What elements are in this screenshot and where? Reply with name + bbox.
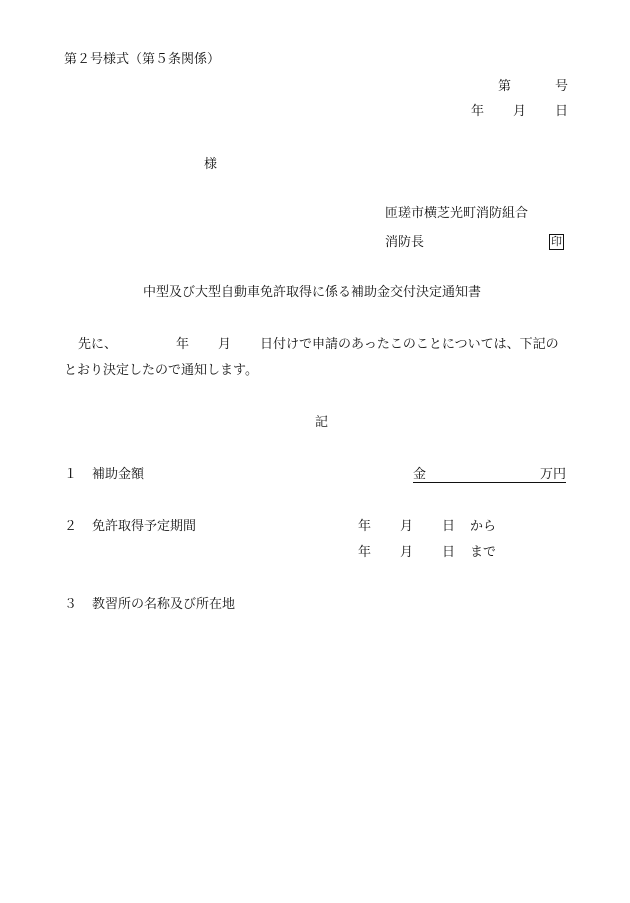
item-1-label: 補助金額 (92, 467, 145, 482)
date-year: 年 (471, 104, 485, 119)
date-month: 月 (513, 104, 527, 119)
item-1-number: １ (64, 467, 78, 482)
amount-prefix: 金 (413, 467, 427, 482)
to-year: 年 (358, 545, 372, 560)
issuer-org: 匝瑳市横芝光町消防組合 (385, 206, 529, 221)
item-3-label: 教習所の名称及び所在地 (92, 597, 236, 612)
body-rest: 日付けで申請のあったこのことについては、下記の (260, 337, 559, 352)
number-suffix: 号 (555, 79, 569, 94)
addressee-honorific: 様 (204, 157, 218, 172)
from-day: 日 (442, 519, 456, 534)
item-3-number: ３ (64, 597, 78, 612)
amount-suffix: 万円 (539, 467, 566, 482)
seal-label: 印 (551, 235, 562, 248)
body-intro: 先に、 (78, 337, 118, 352)
body-line2: とおり決定したので通知します。 (64, 363, 258, 378)
to-suffix: まで (470, 545, 497, 560)
from-suffix: から (470, 519, 497, 534)
form-label: 第２号様式（第５条関係） (64, 52, 221, 67)
seal-stamp (549, 234, 564, 250)
body-month: 月 (218, 337, 232, 352)
to-month: 月 (400, 545, 414, 560)
amount-field (413, 467, 566, 483)
body-year: 年 (176, 337, 190, 352)
from-month: 月 (400, 519, 414, 534)
item-2-number: ２ (64, 519, 78, 534)
issuer-title: 消防長 (385, 235, 425, 250)
number-prefix: 第 (498, 79, 512, 94)
date-day: 日 (555, 104, 569, 119)
from-year: 年 (358, 519, 372, 534)
item-2-label: 免許取得予定期間 (92, 519, 197, 534)
to-day: 日 (442, 545, 456, 560)
document-title: 中型及び大型自動車免許取得に係る補助金交付決定通知書 (143, 285, 482, 300)
ki-heading: 記 (315, 415, 329, 430)
